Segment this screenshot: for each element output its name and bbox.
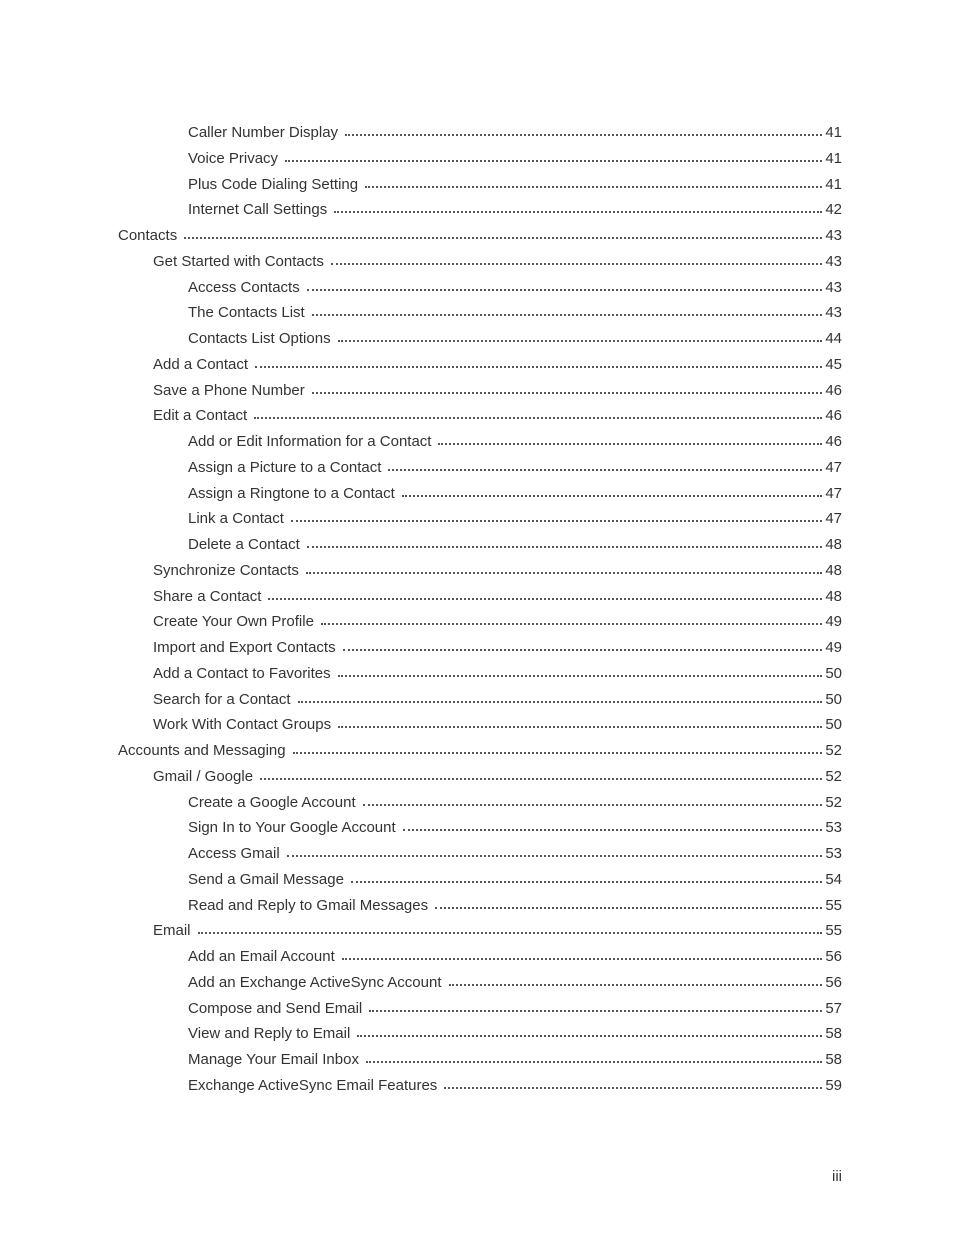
toc-entry[interactable] [0, 764, 954, 790]
dot-leader [184, 236, 822, 239]
toc-entry[interactable] [0, 249, 954, 275]
toc-entry-page: 43 [825, 278, 842, 296]
toc-entry-page: 43 [825, 304, 842, 322]
toc-entry-page: 46 [825, 433, 842, 450]
page-number: iii [832, 1168, 842, 1185]
toc-entry[interactable] [0, 558, 954, 584]
toc-entry-title: Create Your Own Profile [153, 613, 314, 631]
dot-leader [366, 1060, 822, 1063]
dot-leader [402, 494, 823, 497]
toc-entry-title: Contacts [118, 227, 178, 244]
toc-entry-title: Create a Google Account [188, 793, 356, 811]
dot-leader [285, 159, 822, 162]
toc-entry-title: Plus Code Dialing Setting [188, 175, 359, 193]
toc-entry-title: Add a Contact to Favorites [153, 664, 331, 682]
dot-leader [369, 1009, 822, 1012]
toc-entry[interactable] [0, 275, 954, 301]
dot-leader [363, 803, 823, 806]
toc-entry-title: Gmail / Google [153, 767, 254, 785]
toc-entry-title: Voice Privacy [188, 149, 279, 167]
toc-entry[interactable] [0, 918, 954, 944]
toc-entry[interactable] [0, 172, 954, 198]
toc-entry[interactable] [0, 197, 954, 223]
toc-entry-page: 41 [825, 149, 842, 167]
toc-entry-title: Read and Reply to Gmail Messages [188, 896, 429, 914]
toc-entry-page: 49 [825, 639, 842, 656]
dot-leader [351, 880, 822, 883]
dot-leader [449, 983, 823, 986]
dot-leader [357, 1034, 822, 1037]
toc-entry-title: Delete a Contact [188, 536, 300, 553]
toc-entry[interactable] [0, 635, 954, 661]
dot-leader [255, 365, 822, 368]
toc-entry-page: 56 [825, 973, 842, 991]
dot-leader [435, 906, 822, 909]
toc-entry[interactable] [0, 506, 954, 532]
toc-entry[interactable] [0, 146, 954, 172]
toc-entry-title: Edit a Contact [153, 407, 248, 425]
dot-leader [198, 931, 823, 934]
dot-leader [345, 133, 822, 136]
toc-entry[interactable] [0, 661, 954, 687]
toc-entry-title: Assign a Picture to a Contact [188, 458, 382, 476]
toc-entry-page: 48 [825, 561, 842, 579]
toc-entry-page: 50 [825, 664, 842, 682]
dot-leader [342, 957, 823, 960]
toc-entry-page: 58 [825, 1051, 842, 1068]
toc-entry-page: 54 [825, 870, 842, 888]
table-of-contents [0, 120, 954, 1099]
toc-entry-page: 48 [825, 587, 842, 605]
toc-entry-title: Accounts and Messaging [118, 742, 286, 759]
toc-entry-title: Link a Contact [188, 510, 284, 528]
toc-entry-title: Import and Export Contacts [153, 639, 336, 656]
toc-entry-title: Caller Number Display [188, 124, 339, 141]
toc-entry-title: Share a Contact [153, 587, 262, 605]
toc-entry[interactable] [0, 223, 954, 249]
toc-entry[interactable] [0, 712, 954, 738]
toc-entry-page: 53 [825, 819, 842, 837]
toc-entry-title: Add a Contact [153, 355, 249, 373]
dot-leader [331, 262, 822, 265]
toc-entry-title: Add an Exchange ActiveSync Account [188, 973, 442, 991]
toc-entry-page: 47 [825, 484, 842, 502]
toc-entry-page: 57 [825, 999, 842, 1017]
toc-entry-page: 55 [825, 922, 842, 940]
toc-entry[interactable] [0, 1073, 954, 1099]
toc-entry-title: Send a Gmail Message [188, 870, 344, 888]
dot-leader [268, 597, 822, 600]
toc-entry-title: Email [153, 922, 191, 940]
toc-entry-page: 56 [825, 948, 842, 965]
toc-entry-page: 46 [825, 407, 842, 425]
toc-entry[interactable] [0, 403, 954, 429]
toc-entry-title: Manage Your Email Inbox [188, 1051, 359, 1068]
toc-entry-title: Exchange ActiveSync Email Features [188, 1076, 438, 1094]
dot-leader [365, 185, 822, 188]
toc-entry-page: 45 [825, 355, 842, 373]
toc-entry-page: 50 [825, 716, 842, 734]
toc-entry-page: 43 [825, 227, 842, 244]
dot-leader [444, 1086, 822, 1089]
dot-leader [321, 622, 822, 625]
toc-entry[interactable] [0, 532, 954, 558]
toc-entry[interactable] [0, 378, 954, 404]
toc-entry[interactable] [0, 867, 954, 893]
toc-entry-page: 59 [825, 1076, 842, 1094]
toc-entry[interactable] [0, 841, 954, 867]
toc-entry-title: Internet Call Settings [188, 201, 328, 219]
toc-entry[interactable] [0, 815, 954, 841]
toc-entry-page: 55 [825, 896, 842, 914]
dot-leader [260, 777, 822, 780]
dot-leader [298, 700, 823, 703]
toc-entry-title: View and Reply to Email [188, 1025, 351, 1043]
toc-entry-page: 52 [825, 767, 842, 785]
toc-entry-page: 41 [825, 124, 842, 141]
toc-entry[interactable] [0, 352, 954, 378]
dot-leader [403, 828, 823, 831]
dot-leader [306, 571, 822, 574]
toc-entry[interactable] [0, 970, 954, 996]
toc-entry-title: Add an Email Account [188, 948, 335, 965]
toc-entry[interactable] [0, 120, 954, 146]
dot-leader [254, 416, 822, 419]
toc-entry-title: Sign In to Your Google Account [188, 819, 396, 837]
toc-entry-page: 43 [825, 252, 842, 270]
toc-entry-title: Search for a Contact [153, 690, 291, 708]
dot-leader [388, 468, 822, 471]
toc-entry[interactable] [0, 1021, 954, 1047]
toc-entry-title: Access Gmail [188, 845, 280, 862]
dot-leader [312, 313, 823, 316]
toc-entry-title: Contacts List Options [188, 330, 331, 347]
dot-leader [334, 210, 822, 213]
toc-entry-title: Synchronize Contacts [153, 561, 299, 579]
toc-entry-title: Get Started with Contacts [153, 252, 324, 270]
dot-leader [338, 725, 822, 728]
toc-entry-page: 41 [825, 175, 842, 193]
toc-entry-title: Save a Phone Number [153, 381, 305, 399]
toc-entry[interactable] [0, 996, 954, 1022]
dot-leader [293, 751, 823, 754]
toc-entry[interactable] [0, 893, 954, 919]
toc-entry[interactable] [0, 944, 954, 970]
dot-leader [338, 674, 823, 677]
toc-entry-page: 58 [825, 1025, 842, 1043]
toc-entry-title: The Contacts List [188, 304, 305, 322]
toc-entry-page: 46 [825, 381, 842, 399]
toc-entry[interactable] [0, 326, 954, 352]
toc-entry-title: Assign a Ringtone to a Contact [188, 484, 395, 502]
toc-entry[interactable] [0, 300, 954, 326]
toc-entry[interactable] [0, 429, 954, 455]
dot-leader [338, 339, 823, 342]
toc-entry[interactable] [0, 1047, 954, 1073]
toc-entry-page: 44 [825, 330, 842, 347]
toc-entry[interactable] [0, 738, 954, 764]
toc-entry[interactable] [0, 687, 954, 713]
toc-entry[interactable] [0, 790, 954, 816]
dot-leader [307, 545, 823, 548]
dot-leader [343, 648, 823, 651]
toc-entry-page: 49 [825, 613, 842, 631]
toc-entry-title: Access Contacts [188, 278, 300, 296]
toc-entry-page: 47 [825, 510, 842, 528]
toc-entry-page: 52 [825, 793, 842, 811]
toc-entry-page: 50 [825, 690, 842, 708]
dot-leader [307, 288, 823, 291]
toc-entry[interactable] [0, 609, 954, 635]
toc-entry-page: 53 [825, 845, 842, 862]
dot-leader [312, 391, 823, 394]
toc-entry-page: 52 [825, 742, 842, 759]
dot-leader [438, 442, 822, 445]
toc-entry[interactable] [0, 481, 954, 507]
dot-leader [287, 854, 823, 857]
toc-entry[interactable] [0, 584, 954, 610]
toc-entry-title: Work With Contact Groups [153, 716, 332, 734]
toc-entry[interactable] [0, 455, 954, 481]
toc-entry-title: Compose and Send Email [188, 999, 363, 1017]
toc-entry-title: Add or Edit Information for a Contact [188, 433, 432, 450]
toc-entry-page: 42 [825, 201, 842, 219]
toc-entry-page: 47 [825, 458, 842, 476]
dot-leader [291, 519, 822, 522]
toc-entry-page: 48 [825, 536, 842, 553]
